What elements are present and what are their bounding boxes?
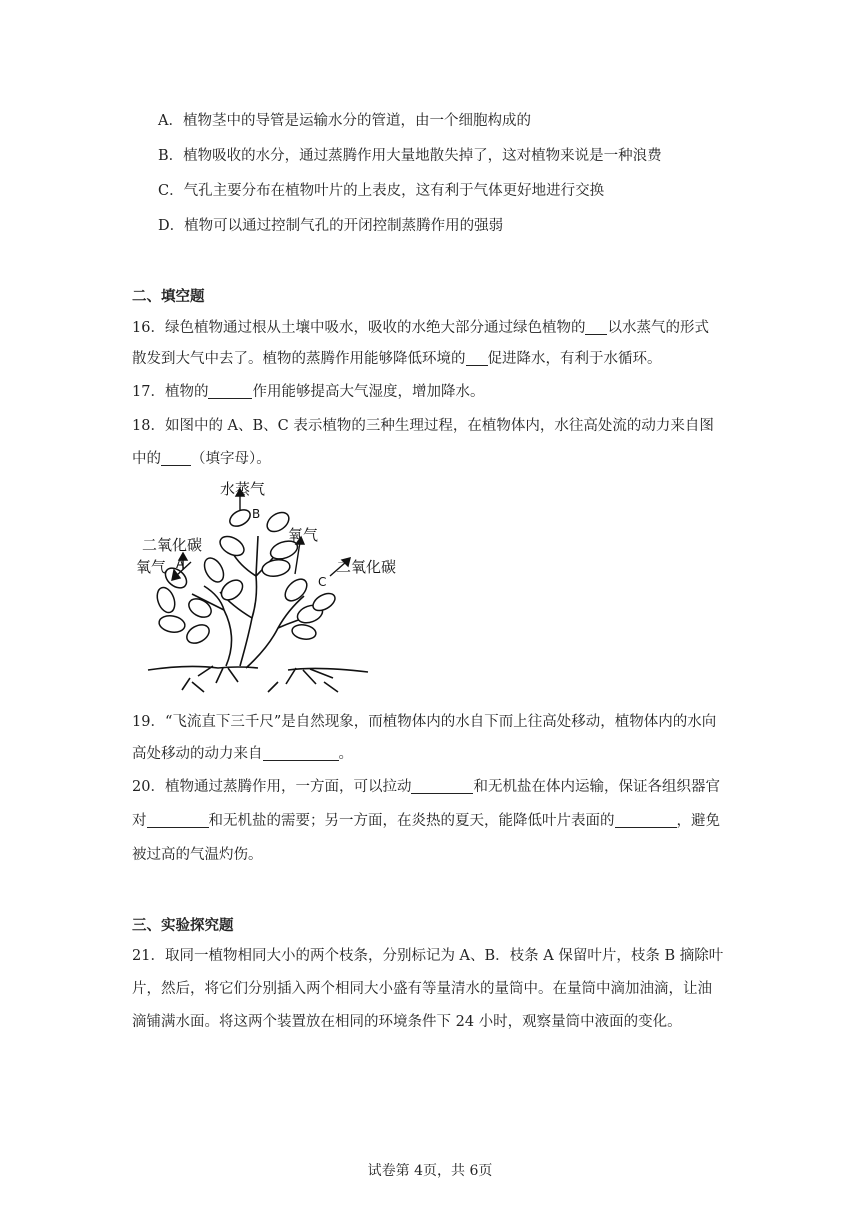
option-b: B．植物吸收的水分，通过蒸腾作用大量地散失掉了，这对植物来说是一种浪费	[158, 148, 662, 164]
section-title-experiment: 三、实验探究题	[132, 918, 234, 934]
question-21-line-3: 滴铺满水面。将这两个装置放在相同的环境条件下 24 小时，观察量筒中液面的变化。	[132, 1014, 682, 1030]
question-20-line-3: 被过高的气温灼伤。	[132, 847, 263, 863]
label-c: C	[318, 575, 327, 589]
answer-blank[interactable]	[147, 811, 209, 828]
question-19-line-1: 19．“飞流直下三千尺”是自然现象，而植物体内的水自下而上往高处移动，植物体内的水向	[132, 714, 717, 730]
question-18-line-1: 18．如图中的 A、B、C 表示植物的三种生理过程，在植物体内，水往高处流的动力来自图	[132, 418, 714, 434]
question-20-line-1: 20．植物通过蒸腾作用，一方面，可以拉动 和无机盐在体内运输，保证各组织器官	[132, 779, 720, 795]
question-19-line-2: 高处移动的动力来自 。	[132, 746, 353, 762]
question-20-line-2: 对 和无机盐的需要；另一方面，在炎热的夏天，能降低叶片表面的 ，避免	[132, 813, 720, 829]
option-c: C．气孔主要分布在植物叶片的上表皮，这有利于气体更好地进行交换	[158, 183, 605, 199]
label-water-vapor: 水蒸气	[220, 480, 266, 498]
label-co2-right: 二氧化碳	[336, 558, 397, 576]
plant-diagram	[128, 478, 408, 704]
answer-blank[interactable]	[263, 744, 339, 761]
question-18-line-2: 中的 （填字母）。	[132, 451, 271, 467]
answer-blank[interactable]	[585, 318, 607, 335]
question-16-line-1: 16．绿色植物通过根从土壤中吸水，吸收的水绝大部分通过绿色植物的 以水蒸气的形式	[132, 320, 709, 336]
label-o2-left: 氧气	[136, 558, 167, 576]
plant-illustration	[128, 478, 408, 704]
answer-blank[interactable]	[208, 382, 252, 399]
answer-blank[interactable]	[411, 777, 473, 794]
option-d: D．植物可以通过控制气孔的开闭控制蒸腾作用的强弱	[158, 218, 504, 234]
answer-blank[interactable]	[615, 811, 677, 828]
question-21-line-2: 片，然后，将它们分别插入两个相同大小盛有等量清水的量筒中。在量筒中滴加油滴，让油	[132, 981, 712, 997]
label-a: A	[176, 557, 185, 571]
question-17: 17．植物的 作用能够提高大气湿度，增加降水。	[132, 384, 485, 400]
label-b: B	[252, 507, 261, 521]
section-title-fill-in: 二、填空题	[132, 289, 205, 305]
question-21-line-1: 21．取同一植物相同大小的两个枝条，分别标记为 A、B．枝条 A 保留叶片，枝条 B 摘除叶	[132, 948, 724, 964]
option-a: A．植物茎中的导管是运输水分的管道，由一个细胞构成的	[158, 113, 531, 129]
label-co2-left: 二氧化碳	[142, 536, 203, 554]
question-16-line-2: 散发到大气中去了。植物的蒸腾作用能够降低环境的 促进降水，有利于水循环。	[132, 351, 662, 367]
answer-blank[interactable]	[161, 449, 191, 466]
label-o2-right: 氧气	[288, 526, 319, 544]
page-footer: 试卷第 4页，共 6页	[367, 1163, 493, 1179]
answer-blank[interactable]	[466, 349, 488, 366]
